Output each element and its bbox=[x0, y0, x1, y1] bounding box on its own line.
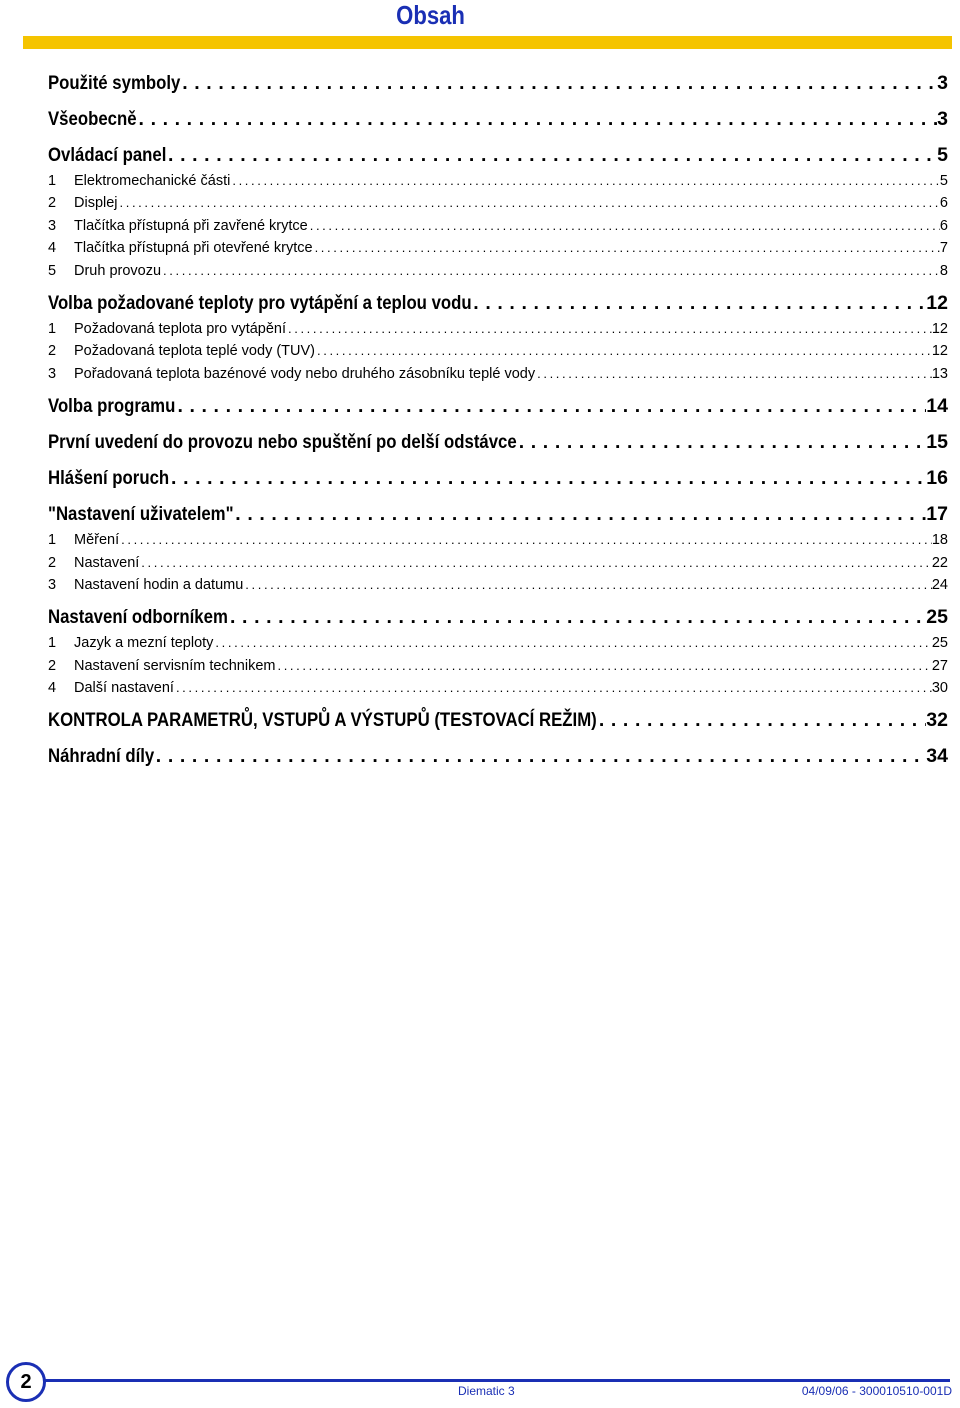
toc-dot-leader bbox=[228, 602, 926, 632]
toc-entry-page: 3 bbox=[937, 72, 948, 94]
toc-entry-number: 1 bbox=[48, 532, 57, 549]
toc-subsection-entry[interactable] bbox=[48, 677, 948, 699]
toc-subsection-entry[interactable] bbox=[48, 552, 948, 574]
toc-entry-title: Nastavení hodin a datumu bbox=[74, 576, 244, 593]
toc-section-entry[interactable] bbox=[48, 288, 948, 318]
footer-document-reference: 04/09/06 - 300010510-001D bbox=[801, 1384, 952, 1398]
toc-subsection-entry[interactable] bbox=[48, 574, 948, 596]
toc-subsection-entry[interactable] bbox=[48, 340, 948, 362]
toc-dot-leader bbox=[166, 140, 937, 170]
toc-dot-leader bbox=[517, 427, 927, 457]
title-rule bbox=[23, 36, 952, 49]
toc-dot-leader bbox=[471, 288, 926, 318]
toc-dot-leader bbox=[233, 499, 926, 529]
toc-dot-leader bbox=[286, 318, 932, 340]
toc-entry-number: 2 bbox=[48, 657, 57, 674]
page-number-badge: 2 bbox=[6, 1362, 46, 1402]
toc-entry-title: Požadovaná teplota teplé vody (TUV) bbox=[74, 343, 315, 360]
toc-entry-number: 3 bbox=[48, 217, 57, 234]
toc-entry-page: 12 bbox=[926, 291, 948, 314]
toc-entry-number: 3 bbox=[48, 576, 57, 593]
toc-dot-leader bbox=[597, 705, 926, 735]
toc-entry-title: Tlačítka přístupná při otevřené krytce bbox=[74, 240, 313, 257]
toc-entry-number: 1 bbox=[48, 635, 57, 652]
toc-entry-page: 8 bbox=[939, 262, 948, 279]
toc-entry-page: 12 bbox=[931, 320, 948, 337]
toc-subsection-entry[interactable] bbox=[48, 655, 948, 677]
footer-product-name: Diematic 3 bbox=[458, 1384, 515, 1398]
toc-entry-number: 1 bbox=[48, 320, 57, 337]
toc-dot-leader bbox=[275, 655, 931, 677]
toc-entry-title: Všeobecně bbox=[48, 108, 137, 130]
toc-entry-number: 2 bbox=[48, 343, 57, 360]
toc-entry-page: 14 bbox=[926, 395, 948, 418]
toc-dot-leader bbox=[137, 104, 938, 134]
toc-entry-page: 5 bbox=[937, 144, 948, 166]
toc-entry-page: 24 bbox=[931, 576, 948, 593]
toc-dot-leader bbox=[213, 632, 931, 654]
toc-dot-leader bbox=[139, 552, 932, 574]
toc-entry-title: Jazyk a mezní teploty bbox=[74, 635, 214, 652]
toc-subsection-entry[interactable] bbox=[48, 215, 948, 237]
toc-entry-title: Požadovaná teplota pro vytápění bbox=[74, 320, 287, 337]
toc-section-entry[interactable] bbox=[48, 602, 948, 632]
toc-entry-page: 25 bbox=[931, 635, 948, 652]
toc-subsection-entry[interactable] bbox=[48, 260, 948, 282]
toc-entry-title: Pořadovaná teplota bazénové vody nebo druhého zásobníku teplé vody bbox=[74, 365, 536, 382]
toc-entry-page: 18 bbox=[931, 532, 948, 549]
toc-entry-title: Elektromechanické části bbox=[74, 173, 231, 189]
toc-entry-title: Ovládací panel bbox=[48, 144, 167, 166]
toc-section-entry[interactable] bbox=[48, 463, 948, 493]
toc-entry-title: Volba požadované teploty pro vytápění a teplou vodu bbox=[48, 291, 472, 314]
toc-entry-title: Nastavení odborníkem bbox=[48, 606, 228, 629]
toc-entry-number: 2 bbox=[48, 554, 57, 571]
toc-subsection-entry[interactable] bbox=[48, 170, 948, 192]
toc-entry-title: Volba programu bbox=[48, 395, 176, 418]
toc-entry-page: 6 bbox=[939, 217, 948, 234]
page-title: Obsah bbox=[396, 0, 465, 30]
toc-entry-page: 17 bbox=[926, 503, 948, 526]
toc-entry-page: 7 bbox=[939, 240, 948, 257]
toc-subsection-entry[interactable] bbox=[48, 318, 948, 340]
toc-entry-number: 5 bbox=[48, 262, 57, 279]
toc-entry-title: Další nastavení bbox=[74, 680, 174, 697]
toc-entry-title: Použité symboly bbox=[48, 72, 181, 94]
toc-entry-page: 3 bbox=[937, 108, 948, 130]
toc-entry-number: 4 bbox=[48, 240, 57, 257]
toc-dot-leader bbox=[175, 391, 926, 421]
toc-subsection-entry[interactable] bbox=[48, 237, 948, 259]
toc-dot-leader bbox=[535, 363, 932, 385]
toc-subsection-entry[interactable] bbox=[48, 632, 948, 654]
toc-dot-leader bbox=[230, 170, 940, 192]
toc-entry-number: 3 bbox=[48, 365, 57, 382]
toc-entry-page: 34 bbox=[926, 745, 948, 768]
footer-rule bbox=[44, 1379, 950, 1382]
toc-dot-leader bbox=[161, 260, 940, 282]
toc-dot-leader bbox=[313, 237, 940, 259]
toc-dot-leader bbox=[174, 677, 932, 699]
toc-entry-title: První uvedení do provozu nebo spuštění po delší odstávce bbox=[48, 431, 517, 454]
toc-entry-page: 16 bbox=[926, 467, 948, 490]
toc-section-entry[interactable] bbox=[48, 705, 948, 735]
toc-section-entry[interactable] bbox=[48, 741, 948, 771]
toc-entry-number: 1 bbox=[48, 173, 57, 189]
toc-dot-leader bbox=[308, 215, 940, 237]
toc-entry-number: 4 bbox=[48, 680, 57, 697]
toc-entry-title: Náhradní díly bbox=[48, 745, 155, 768]
toc-dot-leader bbox=[180, 68, 937, 98]
toc-dot-leader bbox=[154, 741, 927, 771]
toc-entry-title: Tlačítka přístupná při zavřené krytce bbox=[74, 217, 308, 234]
toc-entry-title: Nastavení bbox=[74, 554, 140, 571]
toc-entry-page: 5 bbox=[939, 173, 948, 189]
toc-section-entry[interactable] bbox=[48, 140, 948, 170]
toc-section-entry[interactable] bbox=[48, 391, 948, 421]
toc-entry-page: 30 bbox=[931, 680, 948, 697]
toc-dot-leader bbox=[315, 340, 932, 362]
toc-dot-leader bbox=[243, 574, 932, 596]
toc-entry-title: Měření bbox=[74, 532, 120, 549]
toc-dot-leader bbox=[118, 192, 940, 214]
toc-entry-page: 6 bbox=[939, 195, 948, 212]
toc-entry-page: 12 bbox=[931, 343, 948, 360]
toc-entry-page: 32 bbox=[926, 709, 948, 732]
toc-section-entry[interactable] bbox=[48, 499, 948, 529]
toc-entry-page: 27 bbox=[931, 657, 948, 674]
toc-entry-title: "Nastavení uživatelem" bbox=[48, 503, 234, 526]
toc-entry-page: 22 bbox=[931, 554, 948, 571]
toc-dot-leader bbox=[119, 529, 932, 551]
toc-section-entry[interactable] bbox=[48, 427, 948, 457]
toc-entry-page: 13 bbox=[931, 365, 948, 382]
toc-subsection-entry[interactable] bbox=[48, 192, 948, 214]
toc-dot-leader bbox=[169, 463, 926, 493]
toc-entry-title: Hlášení poruch bbox=[48, 467, 170, 490]
toc-entry-title: Displej bbox=[74, 195, 118, 212]
toc-entry-number: 2 bbox=[48, 195, 57, 212]
toc-entry-page: 25 bbox=[926, 606, 948, 629]
toc-entry-title: Druh provozu bbox=[74, 262, 162, 279]
toc-entry-page: 15 bbox=[926, 431, 948, 454]
toc-subsection-entry[interactable] bbox=[48, 363, 948, 385]
table-of-contents bbox=[48, 68, 948, 771]
toc-subsection-entry[interactable] bbox=[48, 529, 948, 551]
toc-entry-title: KONTROLA PARAMETRŮ, VSTUPŮ A VÝSTUPŮ (TESTOVACÍ REŽIM) bbox=[48, 709, 597, 732]
toc-section-entry[interactable] bbox=[48, 104, 948, 134]
toc-section-entry[interactable] bbox=[48, 68, 948, 98]
toc-entry-title: Nastavení servisním technikem bbox=[74, 657, 276, 674]
